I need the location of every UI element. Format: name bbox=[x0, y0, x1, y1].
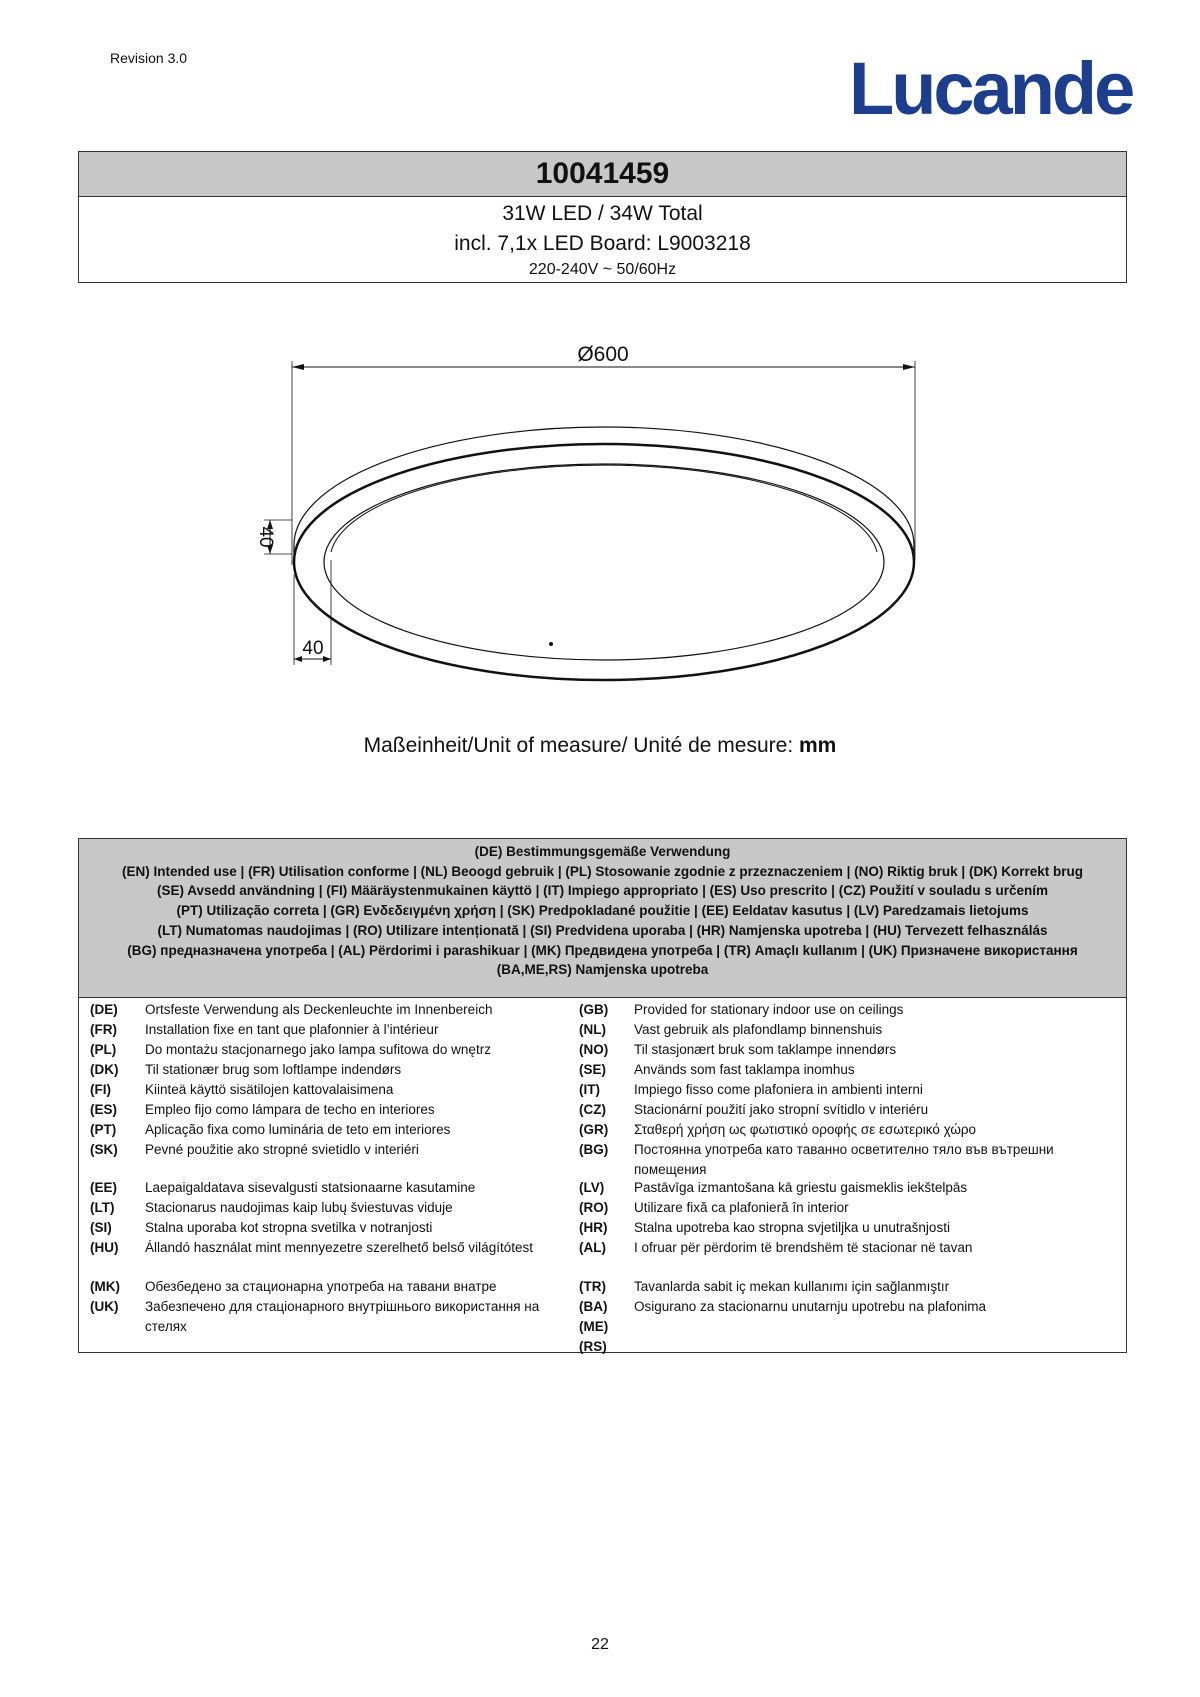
use-text: Vast gebruik als plafondlamp binnenshuis bbox=[634, 1022, 883, 1037]
article-number: 10041459 bbox=[79, 152, 1126, 197]
intended-use-header bbox=[79, 839, 1126, 998]
brand-logo: Lucande bbox=[849, 47, 1133, 130]
language-code: (DK) bbox=[90, 1062, 119, 1077]
language-code: (LT) bbox=[90, 1200, 115, 1215]
use-text: Empleo fijo como lámpara de techo en interiores bbox=[145, 1102, 435, 1117]
arrow-right-small-icon bbox=[323, 656, 331, 662]
use-text: Pastāvīga izmantošana kā griestu gaismeklis iekštelpās bbox=[634, 1180, 968, 1195]
use-text: I ofruar për përdorim të brendshëm të stacionar në tavan bbox=[634, 1240, 973, 1255]
unit-of-measure bbox=[0, 734, 1200, 758]
language-code: (PT) bbox=[90, 1122, 117, 1137]
use-text: Stacionarus naudojimas kaip lubų šviestuvas viduje bbox=[145, 1200, 453, 1215]
use-text: Utilizare fixă ca plafonieră în interior bbox=[634, 1200, 849, 1215]
header-line: (BA,ME,RS) Namjenska upotreba bbox=[496, 962, 709, 978]
language-code: (HU) bbox=[90, 1240, 119, 1255]
unit-value: mm bbox=[799, 734, 837, 757]
use-text: Installation fixe en tant que plafonnier à l’intérieur bbox=[145, 1022, 439, 1037]
language-code: (SE) bbox=[579, 1062, 606, 1077]
power-rating: 31W LED / 34W Total bbox=[502, 202, 703, 225]
height-label: 40 bbox=[255, 526, 276, 548]
use-text: Aplicação fixa como luminária de teto em interiores bbox=[145, 1122, 451, 1137]
product-spec-box bbox=[78, 151, 1127, 283]
language-code: (RS) bbox=[579, 1339, 607, 1354]
use-text: Állandó használat mint mennyezetre szerelhető belső világítótest bbox=[145, 1240, 533, 1255]
language-code: (FR) bbox=[90, 1022, 117, 1037]
use-text: Обезбедено за стационарна употреба на тавани внатре bbox=[145, 1279, 497, 1294]
language-code: (NO) bbox=[579, 1042, 609, 1057]
language-code: (BA) bbox=[579, 1299, 608, 1314]
language-code: (IT) bbox=[579, 1082, 600, 1097]
language-code: (GR) bbox=[579, 1122, 609, 1137]
language-code: (PL) bbox=[90, 1042, 117, 1057]
language-code: (FI) bbox=[90, 1082, 111, 1097]
page-number: 22 bbox=[591, 1636, 609, 1653]
inner-rim bbox=[331, 465, 877, 552]
arrow-left-icon bbox=[292, 364, 304, 370]
use-text: Laepaigaldatava sisevalgusti statsionaarne kasutamine bbox=[145, 1180, 476, 1195]
language-code: (HR) bbox=[579, 1220, 608, 1235]
language-code: (SI) bbox=[90, 1220, 112, 1235]
use-text: Забезпечено для стаціонарного внутрішнього використання на стелях bbox=[145, 1299, 540, 1334]
language-code: (BG) bbox=[579, 1142, 609, 1157]
header-line: (EN) Intended use | (FR) Utilisation conforme | (NL) Beoogd gebruik | (PL) Stosowanie zgodnie z przeznaczeniem | (NO) Riktig bruk | (DK) Korrekt brug bbox=[122, 863, 1083, 879]
voltage-info: 220-240V ~ 50/60Hz bbox=[528, 261, 677, 278]
language-code: (SK) bbox=[90, 1142, 118, 1157]
ring-bottom-outer bbox=[294, 444, 914, 680]
language-code: (RO) bbox=[579, 1200, 609, 1215]
language-code: (NL) bbox=[579, 1022, 606, 1037]
revision-label: Revision 3.0 bbox=[110, 50, 188, 66]
use-text: Stalna uporaba kot stropna svetilka v notranjosti bbox=[145, 1220, 433, 1235]
sensor-dot bbox=[549, 642, 553, 646]
use-text: Kiinteä käyttö sisätilojen kattovalaisimena bbox=[145, 1082, 394, 1097]
use-text: Til stationær brug som loftlampe indendørs bbox=[145, 1062, 402, 1077]
language-code: (LV) bbox=[579, 1180, 605, 1195]
arrow-left-small-icon bbox=[294, 656, 302, 662]
use-text: Provided for stationary indoor use on ceilings bbox=[634, 1002, 904, 1017]
language-code: (GB) bbox=[579, 1002, 609, 1017]
header-line: (LT) Numatomas naudojimas | (RO) Utilizare intenționată | (SI) Predvidena uporaba | (HR) Namjenska upotreba | (HU) Tervezett felhasználás bbox=[157, 922, 1048, 938]
technical-drawing bbox=[240, 335, 940, 710]
language-code: (MK) bbox=[90, 1279, 120, 1294]
use-text: Pevné použitie ako stropné svietidlo v interiéri bbox=[145, 1142, 419, 1157]
use-text: Til stasjonært bruk som taklampe innendørs bbox=[634, 1042, 897, 1057]
use-text: Ortsfeste Verwendung als Deckenleuchte im Innenbereich bbox=[145, 1002, 493, 1017]
intended-use-table bbox=[78, 838, 1127, 1353]
arrow-right-icon bbox=[903, 364, 915, 370]
use-text: Постоянна употреба като таванно осветително тяло във вътрешни помещения bbox=[634, 1142, 1054, 1177]
dimension-drawing bbox=[240, 335, 940, 710]
language-code: (DE) bbox=[90, 1002, 118, 1017]
language-code: (EE) bbox=[90, 1180, 117, 1195]
header-line: (DE) Bestimmungsgemäße Verwendung bbox=[474, 844, 731, 859]
header-line: (BG) предназначена употреба | (AL) Përdorimi i parashikuar | (MK) Предвидена употреба | (TR) Amaçlı kullanım | (UK) Призначене використання bbox=[127, 942, 1078, 958]
use-text: Tavanlarda sabit iç mekan kullanımı için sağlanmıştır bbox=[634, 1279, 950, 1294]
unit-prefix: Maßeinheit/Unit of measure/ Unité de mesure: bbox=[363, 734, 799, 757]
header-line: (PT) Utilização correta | (GR) Ενδεδειγμένη χρήση | (SK) Predpokladané použitie | (EE) Eeldatav kasutus | (LV) Paredzamais lietojums bbox=[176, 903, 1029, 919]
language-code: (ES) bbox=[90, 1102, 117, 1117]
language-code: (ME) bbox=[579, 1319, 609, 1334]
use-text: Används som fast taklampa inomhus bbox=[634, 1062, 855, 1077]
language-code: (TR) bbox=[579, 1279, 606, 1294]
header-line: (SE) Avsedd användning | (FI) Määräystenmukainen käyttö | (IT) Impiego appropriato | (ES) Uso prescrito | (CZ) Použití v souladu s určením bbox=[157, 883, 1048, 899]
use-text: Osigurano za stacionarnu unutarnju upotrebu na plafonima bbox=[634, 1299, 986, 1314]
diameter-label: Ø600 bbox=[577, 343, 629, 366]
language-code: (CZ) bbox=[579, 1102, 606, 1117]
use-text: Impiego fisso come plafoniera in ambienti interni bbox=[634, 1082, 923, 1097]
language-code: (AL) bbox=[579, 1240, 606, 1255]
use-text: Stacionární použití jako stropní svítidlo v interiéru bbox=[634, 1102, 929, 1117]
width-label: 40 bbox=[302, 638, 324, 659]
use-text: Do montażu stacjonarnego jako lampa sufitowa do wnętrz bbox=[145, 1042, 491, 1057]
use-text: Stalna upotreba kao stropna svjetiljka u unutrašnjosti bbox=[634, 1220, 950, 1235]
language-code: (UK) bbox=[90, 1299, 119, 1314]
led-board-info: incl. 7,1x LED Board: L9003218 bbox=[454, 232, 751, 255]
use-text: Σταθερή χρήση ως φωτιστικό οροφής σε εσωτερικό χώρο bbox=[634, 1122, 977, 1137]
